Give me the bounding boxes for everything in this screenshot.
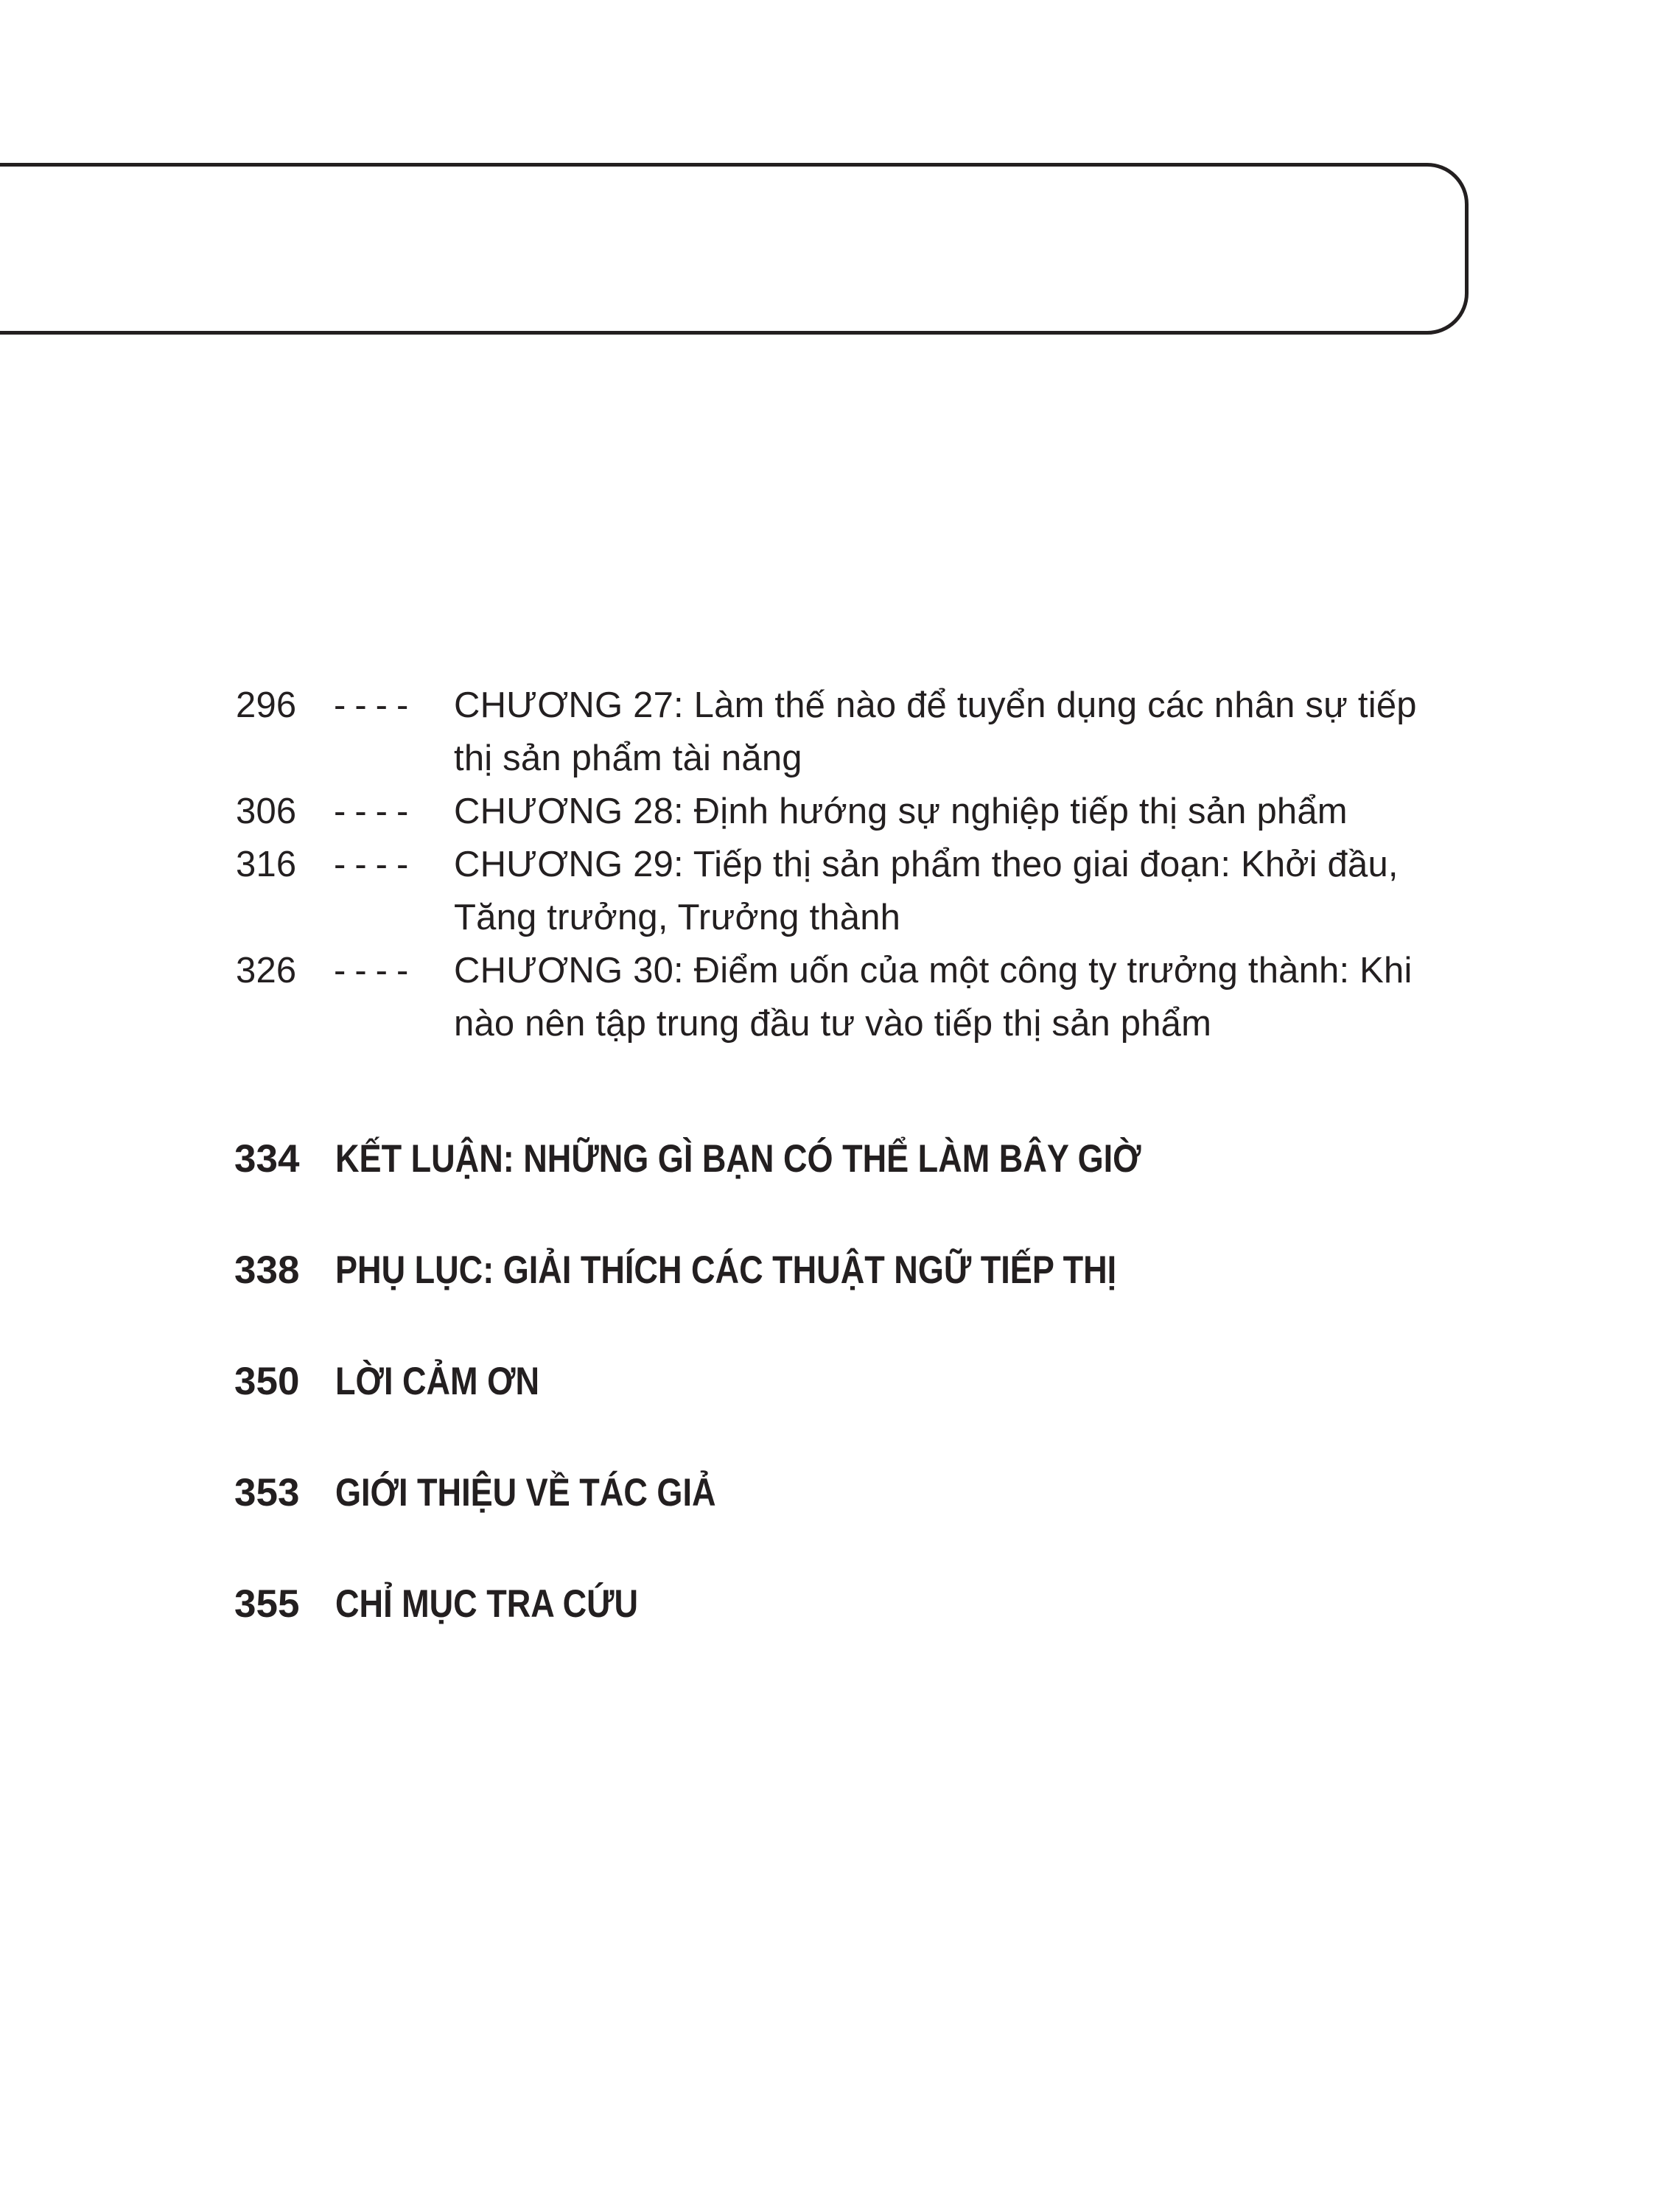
back-matter-list [234, 1137, 1284, 1694]
back-matter-entry [234, 1248, 1284, 1360]
toc-entry [236, 785, 1460, 838]
page-number: 355 [234, 1582, 300, 1626]
chapter-title: CHƯƠNG 29: Tiếp thị sản phẩm theo giai đoạn: Khởi đầu, Tăng trưởng, Trưởng thành [454, 845, 1399, 937]
page-number: 334 [234, 1137, 300, 1181]
chapter-list [236, 679, 1460, 1050]
page-number: 306 [236, 792, 297, 831]
back-matter-entry [234, 1360, 1284, 1471]
section-title: PHỤ LỤC: GIẢI THÍCH CÁC THUẬT NGỮ TIẾP THỊ [335, 1248, 1117, 1292]
back-matter-entry [234, 1471, 1284, 1582]
toc-entry [236, 838, 1460, 944]
section-title: LỜI CẢM ƠN [335, 1360, 540, 1403]
chapter-title: CHƯƠNG 28: Định hướng sự nghiệp tiếp thị sản phẩm [454, 792, 1348, 831]
section-title: KẾT LUẬN: NHỮNG GÌ BẠN CÓ THỂ LÀM BÂY GIỜ [335, 1137, 1141, 1181]
page-number: 353 [234, 1471, 300, 1514]
dash-leader: ---- [334, 685, 418, 725]
toc-entry [236, 944, 1460, 1050]
page-number: 326 [236, 951, 297, 990]
toc-entry [236, 679, 1460, 785]
section-title: GIỚI THIỆU VỀ TÁC GIẢ [335, 1471, 716, 1514]
page-number: 296 [236, 685, 297, 725]
page-number: 338 [234, 1248, 300, 1292]
header-outline-box [0, 163, 1469, 335]
back-matter-entry [234, 1582, 1284, 1694]
page-number: 350 [234, 1360, 300, 1403]
page-number: 316 [236, 845, 297, 884]
dash-leader: ---- [334, 792, 418, 831]
chapter-title: CHƯƠNG 30: Điểm uốn của một công ty trưởng thành: Khi nào nên tập trung đầu tư vào tiếp thị sản phẩm [454, 951, 1413, 1044]
chapter-title: CHƯƠNG 27: Làm thế nào để tuyển dụng các nhân sự tiếp thị sản phẩm tài năng [454, 685, 1417, 778]
section-title: CHỈ MỤC TRA CỨU [335, 1582, 639, 1626]
dash-leader: ---- [334, 845, 418, 884]
back-matter-entry [234, 1137, 1284, 1248]
dash-leader: ---- [334, 951, 418, 990]
